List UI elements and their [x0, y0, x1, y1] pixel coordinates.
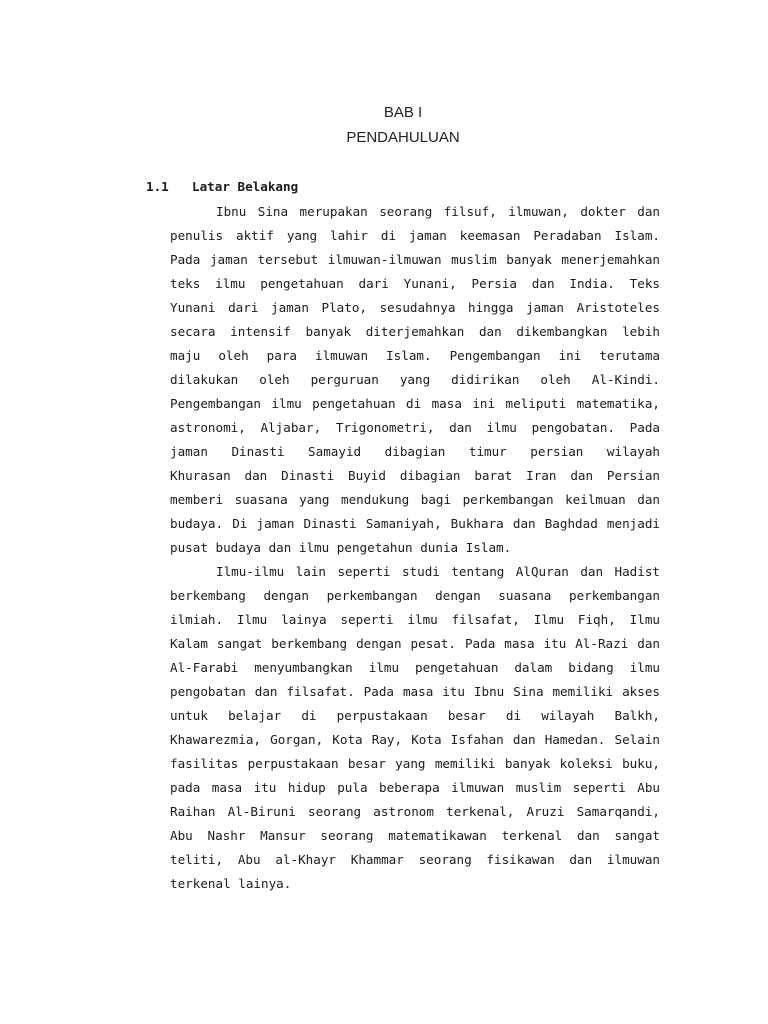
text-line: Pengembangan ilmu pengetahuan di masa ini meliputi matematika, [170, 396, 660, 411]
text-line: secara intensif banyak diterjemahkan dan dikembangkan lebih [170, 324, 660, 339]
text-line: ilmiah. Ilmu lainya seperti ilmu filsafat, Ilmu Fiqh, Ilmu [170, 612, 660, 627]
text-line: fasilitas perpustakaan besar yang memiliki banyak koleksi buku, [170, 756, 660, 771]
chapter-label: BAB I [383, 104, 423, 121]
text-line: budaya. Di jaman Dinasti Samaniyah, Bukhara dan Baghdad menjadi [170, 516, 660, 531]
text-line: berkembang dengan perkembangan dengan suasana perkembangan [170, 588, 660, 603]
text-line: pengobatan dan filsafat. Pada masa itu Ibnu Sina memiliki akses [170, 684, 660, 699]
text-line: teliti, Abu al-Khayr Khammar seorang fisikawan dan ilmuwan [170, 852, 660, 867]
text-line: Yunani dari jaman Plato, sesudahnya hingga jaman Aristoteles [170, 300, 660, 315]
section-heading [146, 175, 660, 199]
text-line: teks ilmu pengetahuan dari Yunani, Persia dan India. Teks [170, 276, 660, 291]
text-line: dilakukan oleh perguruan yang didirikan oleh Al-Kindi. [170, 372, 660, 387]
text-line: untuk belajar di perpustakaan besar di wilayah Balkh, [170, 708, 660, 723]
text-line: Ilmu-ilmu lain seperti studi tentang AlQuran dan Hadist [216, 564, 660, 579]
text-line: memberi suasana yang mendukung bagi perkembangan keilmuan dan [170, 492, 660, 507]
section-number: 1.1 [146, 179, 169, 194]
text-line: Kalam sangat berkembang dengan pesat. Pada masa itu Al-Razi dan [170, 636, 660, 651]
chapter-heading [146, 100, 660, 150]
section-title: Latar Belakang [192, 179, 299, 194]
text-line: pusat budaya dan ilmu pengetahun dunia Islam. [170, 540, 512, 555]
text-line: pada masa itu hidup pula beberapa ilmuwan muslim seperti Abu [170, 780, 660, 795]
paragraph [170, 200, 660, 560]
text-line: jaman Dinasti Samayid dibagian timur persian wilayah [170, 444, 660, 459]
text-line: Abu Nashr Mansur seorang matematikawan terkenal dan sangat [170, 828, 660, 843]
text-line: Khawarezmia, Gorgan, Kota Ray, Kota Isfahan dan Hamedan. Selain [170, 732, 660, 747]
text-line: Khurasan dan Dinasti Buyid dibagian barat Iran dan Persian [170, 468, 660, 483]
text-line: Raihan Al-Biruni seorang astronom terkenal, Aruzi Samarqandi, [170, 804, 660, 819]
text-line: astronomi, Aljabar, Trigonometri, dan ilmu pengobatan. Pada [170, 420, 660, 435]
text-line: Ibnu Sina merupakan seorang filsuf, ilmuwan, dokter dan [216, 204, 660, 219]
paragraph [170, 560, 660, 896]
text-line: maju oleh para ilmuwan Islam. Pengembangan ini terutama [170, 348, 660, 363]
text-line: Pada jaman tersebut ilmuwan-ilmuwan muslim banyak menerjemahkan [170, 252, 660, 267]
chapter-title: PENDAHULUAN [346, 129, 460, 146]
text-line: terkenal lainya. [170, 876, 292, 891]
text-line: Al-Farabi menyumbangkan ilmu pengetahuan dalam bidang ilmu [170, 660, 660, 675]
text-line: penulis aktif yang lahir di jaman keemasan Peradaban Islam. [170, 228, 660, 243]
section-body [170, 200, 660, 896]
